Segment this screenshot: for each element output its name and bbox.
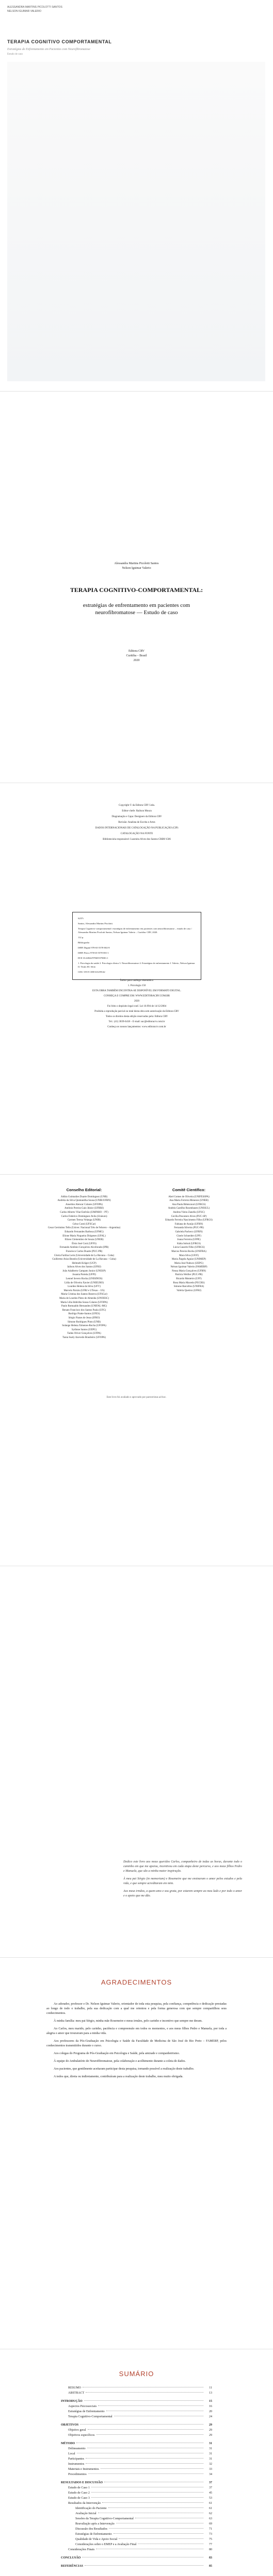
editorial-board-member: Elizeu Clementino de Souza (UNEB) [65,1239,104,1242]
editorial-board-member: Guillermo Arias Beatón (Universidade de La Havana – Cuba) [52,1258,116,1261]
editorial-board-member: Simone Rodrigues Pinto (UNB) [67,1320,101,1324]
title-page-author: Alessandra Martins Picolotti Santos [114,562,159,565]
toc-entry[interactable] [61,2537,212,2542]
cover-author: NELSON IGUIMAR VALERIO [7,10,42,13]
editorial-board-member: Gloria Fariñas León (Universidade de La Havana – Cuba) [54,1254,115,1257]
dedication-paragraph: À meu pai Sérgio (in memoriam) e Rosemeire que me ensinaram o amor pelos estudos e pela vida, e que sempre acreditaram em mim. [123,1877,242,1885]
toc-entry-page: 53 [209,2497,212,2500]
toc-entry-page: 45 [209,2492,212,2495]
toc-entry[interactable] [61,2511,212,2516]
toc-entry-page: 62 [209,2512,212,2515]
scientific-committee-member: Mara Silva (UFJF) [179,1254,199,1257]
acknowledgements-page [0,1958,273,2349]
catalog-card-line: ISBN Digital 978-65-5578-002-8 [78,946,110,949]
toc-entry-page: 63 [209,2517,212,2520]
toc-entry-label: MÉTODO [61,2442,75,2445]
toc-entry[interactable] [61,2501,212,2506]
scientific-committee-member: Maria Ângela Aguiar (UNIMEP) [171,1258,206,1261]
cover-artwork [7,62,265,381]
councils-page [0,1175,273,1566]
publisher-name: Editora CRV [128,650,145,653]
copyright-footer-line: Proibida a reprodução parcial ou total desta obra sem autorização da Editora CRV [94,1010,179,1013]
toc-entry[interactable] [61,2462,212,2467]
toc-entry-label: Considerações Finais [68,2548,95,2551]
toc-entry-label: REFERÊNCIAS [61,2565,84,2568]
toc-entry-page: 80 [209,2548,212,2551]
scientific-committee-title: Comitê Científico: [172,1188,206,1192]
cover-subtitle-tag: Estudo de caso [7,53,23,56]
toc-dot-leader [108,2507,203,2508]
cover-title: TERAPIA COGNITIVO COMPORTAMENTAL [7,39,112,44]
toc-entry[interactable] [61,2527,212,2532]
toc-entry[interactable] [61,2385,212,2391]
editorial-board-member: Josania Portela (UFPI) [72,1274,96,1277]
acknowledgement-paragraph: À equipe do Ambulatório de Neurofibromatose, pela colaboração e acolhimento durante a coleta de dados. [54,2060,186,2063]
toc-entry-page: 29 [209,2434,212,2437]
copyright-line: Editor-chefe: Railson Moura [122,810,152,812]
scientific-committee-list [140,1195,238,1293]
editorial-board-member: Solange Helena Ximenes-Rocha (UFOPA) [62,1325,106,1328]
editorial-board-member: Anselmo Alencar Colares (UFOPA) [66,1203,103,1206]
toc-dot-leader [84,2400,203,2401]
editorial-board-member: Fernando Antônio Gonçalves Alcoforado (IPB) [59,1246,109,1249]
editorial-board-member: João Adalberto Campato Junior (UNESP) [62,1269,106,1273]
toc-dot-leader [97,2434,204,2435]
acknowledgements-title: AGRADECIMENTOS [101,1978,172,1986]
toc-entry[interactable] [61,2521,212,2527]
toc-dot-leader [80,2424,203,2425]
toc-entry[interactable] [61,2555,212,2561]
toc-entry-page: 31 [209,2447,212,2450]
title-page [0,392,273,783]
toc-dot-leader [88,2429,204,2430]
toc-entry[interactable] [61,2404,212,2409]
toc-entry[interactable] [61,2409,212,2414]
toc-entry-label: RESULTADOS E DISCUSSÃO [61,2481,103,2484]
title-page-authors [0,562,273,571]
editorial-board-member: Antônio Pereira Gaio Júnior (UFRRJ) [64,1207,104,1210]
table-of-contents-page [0,2349,273,2576]
acknowledgement-paragraph: A todos que, direta ou indiretamente, contribuíram para a realização deste trabalho, meu muito obrigada. [54,2075,183,2078]
acknowledgement-paragraph: Ao Carlos, meu marido, pelo carinho, paciência e compreensão em todos os momentos, e aos meus filhos Pedro e Manuela, por toda a alegria e amor que trouxeram para a minha vida. [46,2027,227,2035]
scientific-committee-member: Marcos Pereira Rocha (UNIFRA) [171,1250,206,1253]
toc-entry-label: INTRODUÇÃO [61,2400,83,2403]
toc-entry[interactable] [61,2506,212,2511]
toc-entry-page: 33 [209,2468,212,2471]
toc-entry[interactable] [61,2516,212,2521]
toc-entry-label: Estudo de Caso 1 [68,2486,90,2489]
toc-entry-label: Procedimentos [68,2473,87,2476]
editorial-board-member: Leonel Severo Rocha (UNISINOS) [66,1278,103,1281]
toc-entry-label: CONCLUSÃO [61,2556,81,2560]
toc-entry-page: 31 [209,2452,212,2455]
catalog-card-line: Bibliografia [78,941,90,944]
scientific-committee-member: Ana Paula Bittencourt (UFRGS) [172,1203,206,1206]
title-page-publisher-block [0,649,273,663]
toc-entry[interactable] [61,2490,212,2496]
editorial-board-member: Eduardo Fernandes Barbosa (UFMG) [65,1230,104,1233]
toc-dot-leader [119,2538,203,2539]
copyright-footer-line: Conheça os nossos lançamentos: www.editoracrv.com.br [107,1026,166,1028]
scientific-committee-member: Lúcia Gauerle Filho (UFRGS) [173,1246,205,1249]
toc-dot-leader [101,2468,203,2469]
toc-entry-label: Avaliação Inicial [75,2512,97,2515]
cover-subtitle: Estratégias de Enfrentamento em Pacientes com Neurofibromatose [7,48,90,51]
editorial-board-member: Sérgio Nunes de Jesus (IFRO) [68,1317,100,1319]
catalog-card-line: 1. Psicologia da saúde 2. Psicologia clínica 3. Neurofibromatose 4. Estratégias de enfrentamento I. Valerio, Nelson Iguimar II. Título III. Série. [78,962,195,968]
toc-entry[interactable] [61,2547,212,2552]
editorial-board-list [35,1195,133,1340]
toc-entry-page: 61 [209,2502,212,2505]
toc-dot-leader [86,2463,203,2464]
editorial-board-member: Renato Francisco dos Santos Paula (UFG) [62,1309,106,1312]
editorial-board-member: Maria Lília Imbiriba Sousa Colares (UFOPA) [60,1301,108,1304]
editorial-board-member: Maria Cristina dos Santos Bezerra (UFSCar) [61,1293,107,1296]
toc-dot-leader [114,2533,203,2534]
scientific-committee-member: Neusa Maria Gonçalves (UFRN) [172,1269,206,1273]
cover-authors [7,5,62,13]
acknowledgement-paragraph: À minha família: meu pai Sérgio, minha mãe Rosemeire e meus irmãos, pelo carinho e incentivo que sempre me deram. [54,2020,203,2023]
toc-entry[interactable] [61,2496,212,2501]
toc-entry-page: 85 [209,2565,212,2568]
acknowledgement-paragraph: Ao adorador, professor e Dr. Nelson Iguimar Valerio, orientador de toda esta pesquisa, pela confiança, competência e dedicação prestadas ao longo de todo o trabalho, pela sua dedicação com a qual me orientou e pela forma generosa com que sempre compartilhou seus conhecimentos. [46,2003,227,2015]
editorial-board-member: Paulo Romualdo Hernandes (UNIFAL-MG) [61,1305,107,1308]
copyright-line: Revisão: Analista de Escrita e Artes [118,821,155,824]
toc-entry-label: Estudo de Caso 3 [68,2497,90,2500]
catalog-card-line: DOI 10.24824/978655578001.1 [78,957,108,959]
toc-entry-page: 69 [209,2522,212,2526]
toc-entry-label: Objetivos específicos [68,2434,95,2437]
toc-entries [61,2385,212,2569]
scientific-committee-member: Nelson Iguimar Valerio (FAMERP) [170,1266,207,1269]
toc-entry-page: 83 [209,2556,212,2560]
editorial-board-member: Élsio José Corá (UFFS) [72,1242,97,1245]
scientific-committee-member: Andréa Castilho Rosenbaum (UNISUL) [168,1207,210,1210]
toc-entry-page: 71 [209,2528,212,2531]
copyright-footer-line: Tel.: (41) 3039-6418 – E-mail: sac@editoracrv.com.br [108,1021,165,1023]
cover-title-block [7,39,131,56]
toc-entry-label: Estratégias de Enfrentamento [68,2410,105,2413]
toc-entry[interactable] [61,2532,212,2537]
scientific-committee-member: Eduardo Ferreira Nascimento Filho (UFRGS) [165,1219,213,1222]
copyright-lines [72,804,201,843]
toc-entry-page: 29 [209,2429,212,2432]
toc-entry-label: Delineamento [68,2447,86,2450]
toc-entry-label: Aspectos Psicossociais [68,2405,97,2408]
toc-entry-page: 37 [209,2481,212,2484]
acknowledgements-text [46,2002,227,2082]
toc-entry[interactable] [61,2446,212,2451]
catalog-card-line: 112 p. [78,936,84,939]
catalog-card-line: S237t [78,917,84,920]
toc-dot-leader [91,2492,203,2493]
peer-review-note: Este livro foi avaliado e aprovado por pareceristas ad hoc. [106,1396,167,1399]
copyright-page [0,783,273,1175]
editorial-board-member: Jailson Alves dos Santos (UFRJ) [67,1266,101,1269]
copyright-line: Copyright © da Editora CRV Ltda. [119,804,155,807]
copyright-line: Bibliotecária responsável: Luzenira Alves dos Santos CRB9/1506 [103,838,171,841]
scientific-committee-member: Ana Maria Ferreira Menezes (UNEB) [169,1199,208,1202]
toc-entry-label: Instrumentos [68,2463,85,2466]
copyright-footer-line: CONHEÇA E COMPRE EM: WWW.EDITORACRV.COM.BR [104,995,170,997]
toc-entry-label: Materiais e Instrumentos [68,2468,99,2471]
catalog-card-line: ISBN Físico 978-65-5578-001-1 [78,952,109,954]
table-of-contents [61,2385,212,2576]
toc-entry[interactable] [61,2542,212,2547]
toc-dot-leader [86,2392,203,2393]
editorial-board-member: Carlos Alberto Vilar Estêvão (UMINHO – PT) [60,1211,108,1214]
editorial-board-member: Helmuth Krüger (UCP) [72,1262,97,1265]
toc-dot-leader [109,2528,203,2529]
toc-entry-page: 11 [209,2386,212,2389]
toc-entry-page: 75 [209,2538,212,2541]
scientific-committee-member: Abel Gomes de Oliveira (UNIFESSPA) [168,1195,210,1198]
title-page-author: Nelson Iguimar Valerio [122,567,151,570]
toc-entry-page: 32 [209,2463,212,2466]
scientific-committee-member: Fernanda Silveira (PUC-PR) [174,1227,204,1230]
cover-author: ALESSANDRA MARTINS PICOLOTTI SANTOS [7,6,62,9]
acknowledgement-paragraph: Aos pacientes, que gentilmente aceitaram participar desta pesquisa, tornando possível a realização deste trabalho. [54,2067,195,2071]
catalog-card-line: Terapia Cognitivo-comportamental: estratégias de enfrentamento em pacientes com neurofibromatose – estudo de caso / Alessandra Martins Picolotti Santos, Nelson Iguimar Valerio – Curitiba: CRV, 2020. [78,927,192,934]
toc-entry[interactable] [61,2485,212,2490]
copyright-footer [72,979,201,1030]
toc-entry-label: Objetivo geral [68,2429,86,2432]
toc-entry-label: ABSTRACT [68,2392,85,2395]
scientific-committee-member: Simone Barcellos (UNIFRA) [173,1285,204,1289]
title-page-title: TERAPIA COGNITIVO-COMPORTAMENTAL: [70,586,203,594]
editorial-board-member: Lídia de Oliveira Xavier (UNIEURO) [64,1281,104,1284]
editorial-board-member: Lourdes Helena da Silva (UFV) [68,1285,101,1289]
copyright-line: CATALOGAÇÃO NA FONTE [120,833,153,835]
toc-entry-label: Estratégias de Enfrentamento [75,2533,112,2536]
dedication-paragraph: Dedico este livro aos meus queridos Carlos, companheiro de todas as horas, durante todo o caminho em que me apoiou, incentivou em cada etapa deste percurso, e aos meus filhos Pedro e Manuela, que são a minha maior inspiração. [123,1860,242,1873]
toc-dot-leader [102,2502,203,2503]
copyright-line: DADOS INTERNACIONAIS DE CATALOGAÇÃO NA PUBLICAÇÃO (CIP) [95,827,179,829]
toc-entry-page: 16 [209,2405,212,2408]
dedication-page [0,1566,273,1958]
scientific-committee-member: Fabiana de Araújo (UFRN) [174,1223,203,1226]
editorial-board-member: Maria de Lourdes Pinto de Almeida (UNOESC) [59,1297,109,1300]
toc-entry-page: 37 [209,2486,212,2489]
catalog-card-line: Santos, Alessandra Martins Picolotti. [78,922,114,925]
copyright-footer-line: Todos os direitos desta edição reservados pela: Editora CRV [105,1015,168,1018]
dedication-paragraph: Aos meus irmãos, a quem amo e sou grata, por estarem sempre ao meu lado e por todo o amor e o apoio que me dão. [123,1890,242,1897]
toc-entry[interactable] [61,2480,212,2485]
scientific-committee-member: Maria José Nabuco (UEPG) [174,1262,204,1265]
toc-entry-page: 29 [209,2424,212,2427]
scientific-committee-member: Rosa Maria Macedo (PUCRS) [173,1281,205,1284]
toc-entry-label: Estudo de Caso 2 [68,2492,90,2495]
scientific-committee-member: Cecília Pescatore Alves (PUC-SP) [171,1215,207,1218]
publication-year: 2020 [133,659,140,662]
scientific-committee-member: Andrea Vieira Zanella (UFSC) [173,1211,205,1214]
toc-entry-page: 15 [209,2400,212,2403]
toc-entry-label: Terapia Cognitivo-Comportamental [68,2415,113,2418]
scientific-committee-member: Ricardo Monteiro (UFF) [176,1278,202,1281]
acknowledgement-paragraph: Aos colegas do Programa de Pós-Graduação em Psicologia e Saúde, pela amizade e companheirismo. [54,2052,180,2055]
toc-entry-label: Discussão dos Resultados [75,2528,107,2531]
toc-dot-leader [98,2405,203,2406]
toc-entry-label: Qualidade de Vida e Apoio Social [75,2538,118,2541]
toc-entry-page: 34 [209,2473,212,2476]
toc-entry-label: Resultados da Intervenção [68,2502,101,2505]
toc-entry-label: Reavaliação após a Intervenção [75,2522,115,2526]
editorial-board-title: Conselho Editorial: [66,1188,102,1192]
toc-entry-page: 61 [209,2507,212,2510]
toc-entry-page: 20 [209,2410,212,2413]
publisher-city: Curitiba – Brasil [126,654,147,657]
scientific-committee-member: Gisele Schneider (UPF) [176,1234,201,1238]
copyright-footer-line: Índice para catálogo sistemático [120,979,154,982]
scientific-committee-member: Gabriela Pacheco (UFRN) [175,1230,203,1233]
editorial-board-member: Carlos Federico Dominguez Avila (Unieuro) [61,1215,107,1218]
toc-entry-page: 24 [209,2415,212,2418]
editorial-board-member: Celso Conti (UFSCar) [72,1223,96,1226]
cover-page [0,0,273,392]
editorial-board-member: Francisco Carlos Duarte (PUC-PR) [66,1250,103,1253]
copyright-footer-line: ESTA OBRA TAMBÉM ENCONTRA-SE DISPONÍVEL EM FORMATO DIGITAL. [92,990,182,992]
toc-dot-leader [88,2473,203,2474]
editorial-board-member: Elione Maria Nogueira Diógenes (UFAL) [62,1234,106,1238]
toc-dot-leader [85,2565,203,2566]
catalog-card [72,912,201,980]
toc-entry[interactable] [61,2456,212,2462]
toc-entry[interactable] [61,2414,212,2419]
editorial-board-member: Cesar Gerónimo Tello (Univer. Nacional Três de Febrero – Argentina) [47,1227,121,1230]
editorial-board-member: Carmen Tereza Velanga (UNIR) [67,1219,101,1222]
editorial-board-member: Aldira Guimarães Duarte Domínguez (UNB) [60,1195,108,1198]
dedication-text [123,1860,242,1902]
toc-entry[interactable] [61,2399,212,2404]
toc-entry[interactable] [61,2428,212,2433]
toc-entry-page: 13 [209,2392,212,2395]
scientific-committee [140,1188,238,1340]
acknowledgement-paragraph: Aos professores da Pós-Graduação em Psicologia e Saúde da Faculdade de Medicina de São José do Rio Preto – FAMERP, pelos conhecimentos transmitidos durante o curso. [46,2040,227,2047]
toc-entry[interactable] [61,2391,212,2396]
copyright-footer-line: Foi feito o depósito legal conf. Lei 10.994 de 14/12/2004 [107,1005,167,1008]
toc-entry-label: Local [68,2452,75,2455]
title-page-subtitle: estratégias de enfrentamento em pacientes com neurofibromatose — Estudo de caso [83,602,190,616]
copyright-line: Diagramação e Capa: Designers da Editora CRV [111,816,162,818]
editorial-board-member: Rodrigo Pratte-Santos (UFES) [68,1313,100,1316]
table-of-contents-title: SUMÁRIO [119,2370,154,2378]
scientific-committee-member: Valéria Queiroz (UFRJ) [176,1289,201,1292]
toc-dot-leader [86,2458,203,2459]
toc-entry-label: Participantes [68,2458,84,2461]
copyright-footer-line: 1. Psicologia 150 [127,985,146,987]
toc-entry[interactable] [61,2441,212,2446]
toc-entry[interactable] [61,2433,212,2438]
toc-entry[interactable] [61,2467,212,2472]
toc-entry-page: 73 [209,2533,212,2536]
scientific-committee-member: Patrícia Weiller (PUC-PR) [175,1274,203,1277]
editorial-board-member: Tania Suely Azevedo Brasileiro (UFOPA) [62,1336,106,1339]
scientific-committee-member: Joana Ferreira (UFPE) [177,1239,201,1242]
toc-entry[interactable] [61,2422,212,2428]
editorial-board-member: Tadeu Oliver Gonçalves (UFPA) [67,1332,101,1335]
editorial-board-member: Andréia da Silva Quintanilha Sousa (UNIR/UFRN) [57,1199,111,1202]
toc-entry[interactable] [61,2472,212,2477]
toc-entry[interactable] [61,2451,212,2456]
toc-entry-label: Considerações sobre o EMEP e a Avaliação Final [75,2543,137,2546]
toc-entry[interactable] [61,2564,212,2569]
copyright-footer-line: 2020 [134,1000,139,1003]
toc-entry-label: Sessões da Terapia Cognitivo-Comportamental [75,2517,134,2520]
toc-entry-label: RESUMO [68,2386,82,2389]
toc-entry-page: 77 [209,2543,212,2546]
toc-dot-leader [91,2497,203,2498]
toc-entry-label: OBJETIVOS [61,2424,79,2427]
scientific-committee-member: Kátia Sobral (UFRGS) [177,1242,201,1245]
editorial-board-member: Sydione Santos (UEPG) [71,1328,97,1331]
toc-entry-page: 31 [209,2442,212,2445]
toc-entry-page: 31 [209,2458,212,2461]
editorial-board [35,1188,133,1340]
catalog-card-line: CDU 159.9 CDD 616.89142 [78,971,105,973]
toc-entry-label: Identificação do Paciente [75,2507,107,2510]
editorial-board-member: Marcelo Paixão (UFRJ e UTexas – US) [63,1289,105,1292]
